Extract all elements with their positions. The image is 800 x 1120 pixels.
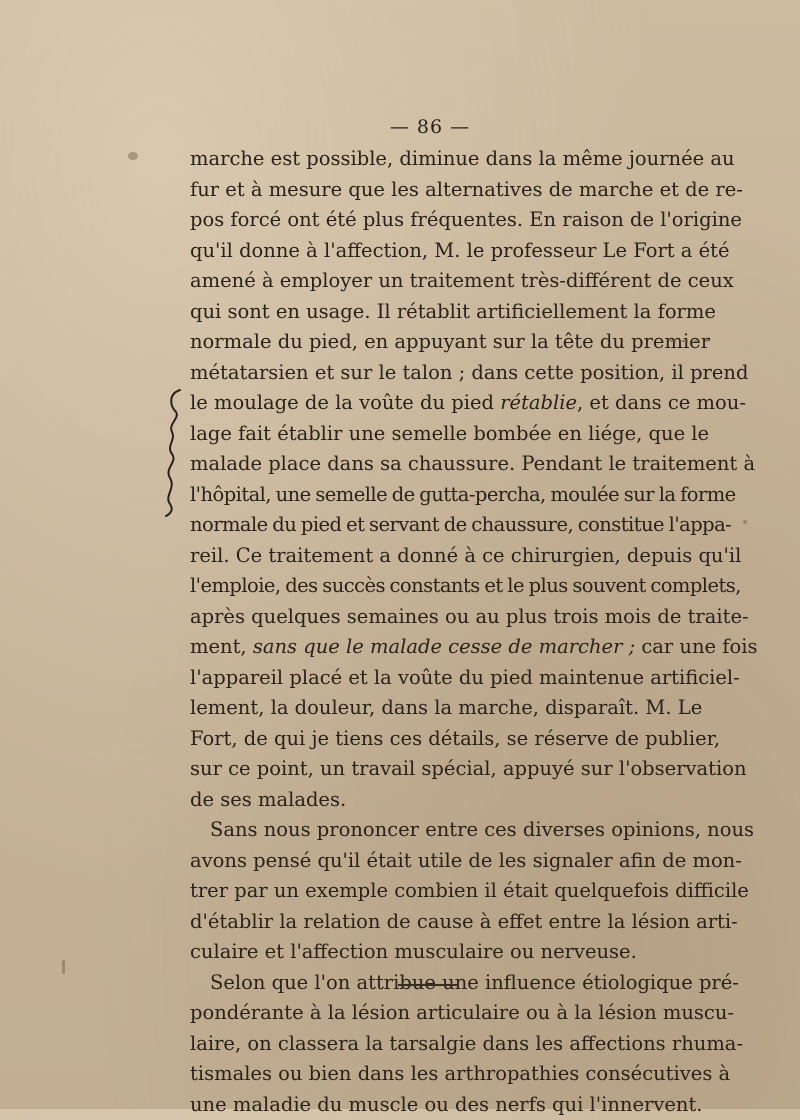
margin-dash-mark bbox=[668, 336, 718, 346]
margin-brace-mark bbox=[158, 388, 188, 518]
text-line: lement, la douleur, dans la marche, disparaît. M. Le bbox=[190, 693, 673, 724]
text-line: marche est possible, diminue dans la même journée au bbox=[190, 144, 673, 175]
text-line: ment, sans que le malade cesse de marcher ; car une fois bbox=[190, 632, 673, 663]
text-line: qu'il donne à l'affection, M. le professeur Le Fort a été bbox=[190, 236, 673, 267]
text-line: l'hôpital, une semelle de gutta-percha, moulée sur la forme bbox=[190, 480, 673, 511]
text-line: métatarsien et sur le talon ; dans cette position, il prend bbox=[190, 358, 673, 389]
text-line: le moulage de la voûte du pied rétablie, et dans ce mou- bbox=[190, 388, 673, 419]
text-line: de ses malades. bbox=[190, 785, 673, 816]
text-line: Selon que l'on attribue une influence étiologique pré- bbox=[190, 968, 673, 999]
text-line: pondérante à la lésion articulaire ou à la lésion muscu- bbox=[190, 998, 673, 1029]
text-line: avons pensé qu'il était utile de les signaler afin de mon- bbox=[190, 846, 673, 877]
text-line: qui sont en usage. Il rétablit artificiellement la forme bbox=[190, 297, 673, 328]
text-line: une maladie du muscle ou des nerfs qui l'innervent. bbox=[190, 1090, 673, 1120]
text-line: malade place dans sa chaussure. Pendant le traitement à bbox=[190, 449, 673, 480]
text-line: pos forcé ont été plus fréquentes. En raison de l'origine bbox=[190, 205, 673, 236]
end-rule bbox=[398, 984, 458, 986]
paper-speck bbox=[743, 520, 747, 524]
text-line: l'appareil placé et la voûte du pied maintenue artificiel- bbox=[190, 663, 673, 694]
text-line: lage fait établir une semelle bombée en liége, que le bbox=[190, 419, 673, 450]
paper-speck bbox=[62, 960, 65, 974]
text-line: reil. Ce traitement a donné à ce chirurgien, depuis qu'il bbox=[190, 541, 673, 572]
body-text bbox=[190, 144, 673, 1120]
text-line: trer par un exemple combien il était quelquefois difficile bbox=[190, 876, 673, 907]
text-line: amené à employer un traitement très-différent de ceux bbox=[190, 266, 673, 297]
paper-speck bbox=[128, 152, 138, 160]
page-number: — 86 — bbox=[0, 116, 800, 138]
text-line: après quelques semaines ou au plus trois mois de traite- bbox=[190, 602, 673, 633]
text-line: culaire et l'affection musculaire ou nerveuse. bbox=[190, 937, 673, 968]
text-line: fur et à mesure que les alternatives de marche et de re- bbox=[190, 175, 673, 206]
text-line: laire, on classera la tarsalgie dans les affections rhuma- bbox=[190, 1029, 673, 1060]
text-line: l'emploie, des succès constants et le plus souvent complets, bbox=[190, 571, 673, 602]
text-line: d'établir la relation de cause à effet entre la lésion arti- bbox=[190, 907, 673, 938]
text-line: tismales ou bien dans les arthropathies consécutives à bbox=[190, 1059, 673, 1090]
text-line: sur ce point, un travail spécial, appuyé sur l'observation bbox=[190, 754, 673, 785]
text-line: Fort, de qui je tiens ces détails, se réserve de publier, bbox=[190, 724, 673, 755]
text-line: Sans nous prononcer entre ces diverses opinions, nous bbox=[190, 815, 673, 846]
text-line: normale du pied et servant de chaussure, constitue l'appa- bbox=[190, 510, 673, 541]
text-line: normale du pied, en appuyant sur la tête du premier bbox=[190, 327, 673, 358]
